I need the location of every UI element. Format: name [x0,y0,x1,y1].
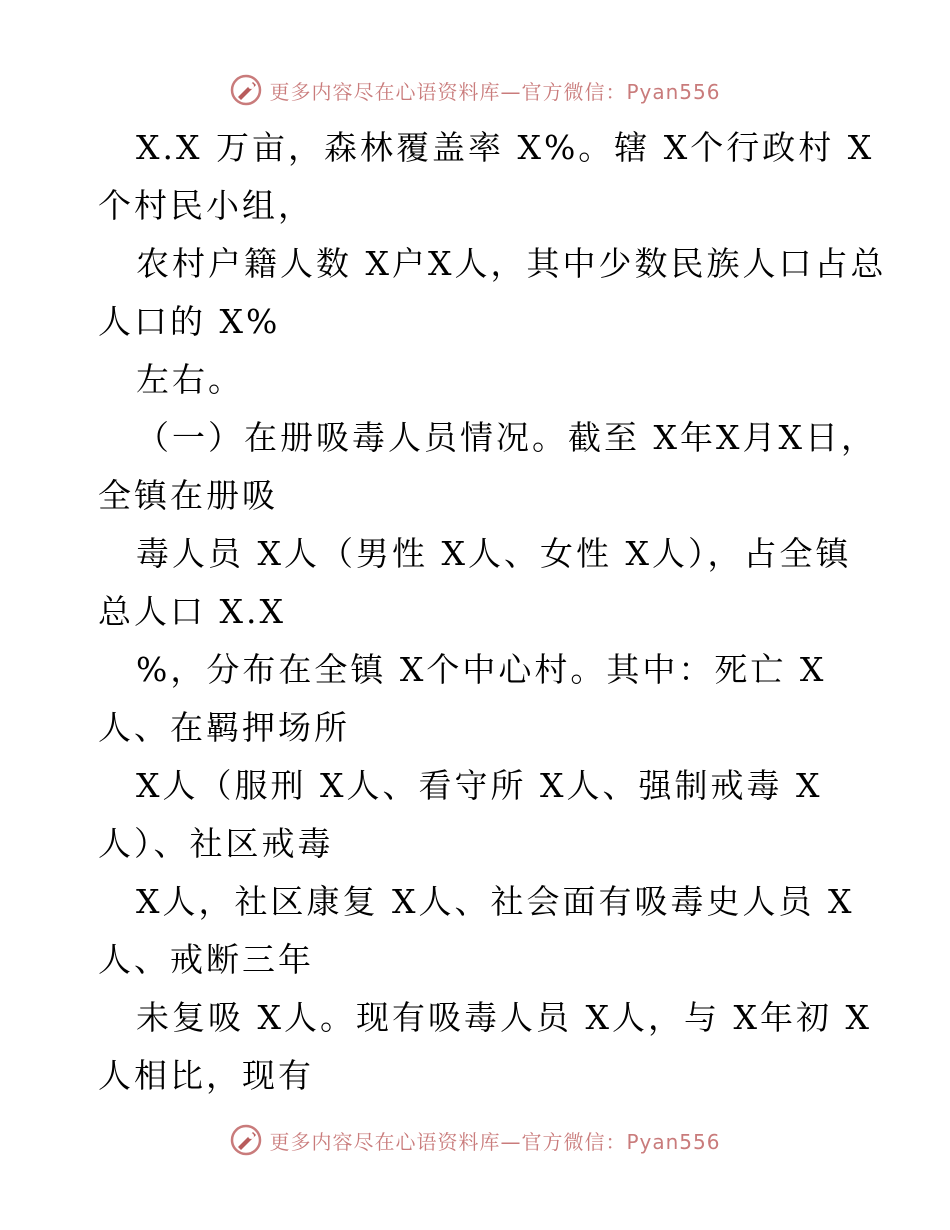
text-line: 个村民小组， [98,186,314,225]
header-watermark [0,70,950,110]
text-line: 全镇在册吸 [98,476,278,515]
text-line: X.X 万亩，森林覆盖率 X%。辖 X个行政村 X [136,128,875,167]
text-line: 人）、社区戒毒 [98,824,334,863]
text-line: 毒人员 X人（男性 X人、女性 X人），占全镇 [136,534,852,573]
text-line: 未复吸 X人。现有吸毒人员 X人，与 X年初 X [136,998,872,1037]
text-line: 人、在羁押场所 [98,708,350,747]
text-line: 人、戒断三年 [98,940,314,979]
text-line: %，分布在全镇 X个中心村。其中：死亡 X [136,650,827,689]
text-line: 总人口 X.X [98,592,286,631]
watermark-text: 更多内容尽在心语资料库—官方微信：Pyan556 [269,79,721,104]
watermark-text: 更多内容尽在心语资料库—官方微信：Pyan556 [269,1129,721,1154]
text-line: X人，社区康复 X人、社会面有吸毒史人员 X [136,882,855,921]
footer-watermark [0,1120,950,1160]
text-line: （一）在册吸毒人员情况。截至 X年X月X日， [136,418,877,457]
watermark-logo-icon [229,1123,263,1157]
text-line: 农村户籍人数 X户X人，其中少数民族人口占总 [136,244,887,283]
watermark-logo-icon [229,73,263,107]
text-line: 人口的 X% [98,302,281,341]
text-line: 人相比，现有 [98,1056,314,1095]
text-line: X人（服刑 X人、看守所 X人、强制戒毒 X [136,766,823,805]
text-line: 左右。 [136,360,244,399]
